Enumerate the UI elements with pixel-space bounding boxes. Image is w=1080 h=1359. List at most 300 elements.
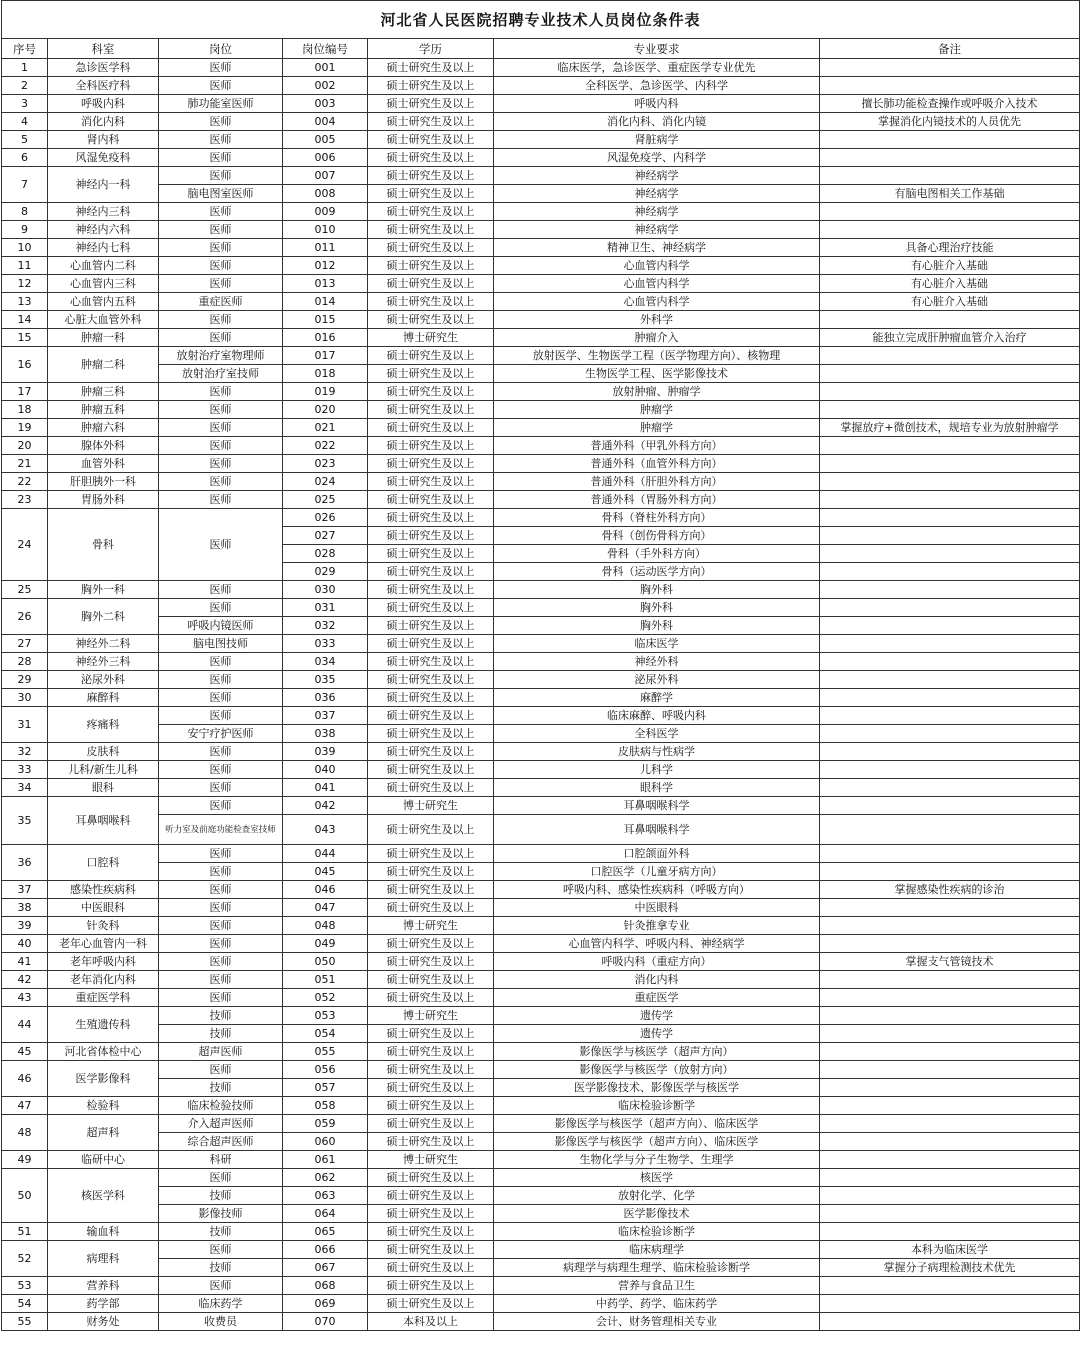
department-name: 胸外一科: [48, 581, 159, 599]
major-requirement: 影像医学与核医学（放射方向）: [494, 1061, 820, 1079]
position-name: 介入超声医师: [159, 1115, 283, 1133]
notes: [820, 401, 1080, 419]
header-education: 学历: [368, 39, 494, 59]
row-index: 7: [2, 167, 48, 203]
department-name: 输血科: [48, 1223, 159, 1241]
table-row: [2, 581, 1080, 599]
position-name: 脑电图技师: [159, 635, 283, 653]
education-requirement: 硕士研究生及以上: [368, 1205, 494, 1223]
row-index: 29: [2, 671, 48, 689]
table-row: [2, 881, 1080, 899]
major-requirement: 中药学、药学、临床药学: [494, 1295, 820, 1313]
major-requirement: 精神卫生、神经病学: [494, 239, 820, 257]
notes: [820, 509, 1080, 527]
position-code: 047: [283, 899, 368, 917]
position-name: 医师: [159, 1277, 283, 1295]
department-name: 骨科: [48, 509, 159, 581]
notes: [820, 845, 1080, 863]
major-requirement: 麻醉学: [494, 689, 820, 707]
table-row: [2, 599, 1080, 617]
position-name: 医师: [159, 761, 283, 779]
position-code: 068: [283, 1277, 368, 1295]
major-requirement: 放射化学、化学: [494, 1187, 820, 1205]
education-requirement: 硕士研究生及以上: [368, 149, 494, 167]
table-row: [2, 815, 1080, 845]
table-row: [2, 221, 1080, 239]
row-index: 19: [2, 419, 48, 437]
position-name: 脑电图室医师: [159, 185, 283, 203]
education-requirement: 硕士研究生及以上: [368, 1133, 494, 1151]
table-row: [2, 653, 1080, 671]
major-requirement: 外科学: [494, 311, 820, 329]
table-row: [2, 1079, 1080, 1097]
department-name: 重症医学科: [48, 989, 159, 1007]
major-requirement: 临床麻醉、呼吸内科: [494, 707, 820, 725]
table-row: [2, 95, 1080, 113]
position-name: 医师: [159, 581, 283, 599]
position-code: 037: [283, 707, 368, 725]
notes: [820, 671, 1080, 689]
major-requirement: 口腔医学（儿童牙病方向）: [494, 863, 820, 881]
major-requirement: 呼吸内科、感染性疾病科（呼吸方向）: [494, 881, 820, 899]
row-index: 33: [2, 761, 48, 779]
table-row: [2, 473, 1080, 491]
education-requirement: 硕士研究生及以上: [368, 953, 494, 971]
education-requirement: 硕士研究生及以上: [368, 935, 494, 953]
major-requirement: 心血管内科学: [494, 257, 820, 275]
position-code: 016: [283, 329, 368, 347]
row-index: 16: [2, 347, 48, 383]
position-code: 029: [283, 563, 368, 581]
notes: [820, 221, 1080, 239]
table-row: [2, 131, 1080, 149]
notes: [820, 1061, 1080, 1079]
position-code: 014: [283, 293, 368, 311]
major-requirement: 心血管内科学: [494, 293, 820, 311]
major-requirement: 影像医学与核医学（超声方向）、临床医学: [494, 1115, 820, 1133]
education-requirement: 硕士研究生及以上: [368, 1115, 494, 1133]
table-row: [2, 725, 1080, 743]
department-name: 临研中心: [48, 1151, 159, 1169]
notes: [820, 1007, 1080, 1025]
notes: [820, 1313, 1080, 1331]
position-code: 032: [283, 617, 368, 635]
position-code: 012: [283, 257, 368, 275]
notes: [820, 1223, 1080, 1241]
row-index: 3: [2, 95, 48, 113]
major-requirement: 全科医学、急诊医学、内科学: [494, 77, 820, 95]
position-code: 001: [283, 59, 368, 77]
education-requirement: 硕士研究生及以上: [368, 1187, 494, 1205]
row-index: 18: [2, 401, 48, 419]
table-row: [2, 149, 1080, 167]
position-code: 061: [283, 1151, 368, 1169]
major-requirement: 遗传学: [494, 1025, 820, 1043]
major-requirement: 生物化学与分子生物学、生理学: [494, 1151, 820, 1169]
major-requirement: 核医学: [494, 1169, 820, 1187]
table-row: [2, 989, 1080, 1007]
notes: [820, 761, 1080, 779]
department-name: 中医眼科: [48, 899, 159, 917]
position-name: 放射治疗室技师: [159, 365, 283, 383]
education-requirement: 硕士研究生及以上: [368, 239, 494, 257]
position-name: 医师: [159, 239, 283, 257]
row-index: 13: [2, 293, 48, 311]
row-index: 37: [2, 881, 48, 899]
notes: [820, 899, 1080, 917]
position-code: 046: [283, 881, 368, 899]
education-requirement: 硕士研究生及以上: [368, 131, 494, 149]
department-name: 心脏大血管外科: [48, 311, 159, 329]
notes: [820, 545, 1080, 563]
position-name: 医师: [159, 401, 283, 419]
table-row: [2, 635, 1080, 653]
position-code: 058: [283, 1097, 368, 1115]
position-name: 综合超声医师: [159, 1133, 283, 1151]
row-index: 41: [2, 953, 48, 971]
row-index: 27: [2, 635, 48, 653]
major-requirement: 胸外科: [494, 581, 820, 599]
major-requirement: 医学影像技术: [494, 1205, 820, 1223]
major-requirement: 骨科（创伤骨科方向）: [494, 527, 820, 545]
row-index: 17: [2, 383, 48, 401]
notes: 有脑电图相关工作基础: [820, 185, 1080, 203]
row-index: 10: [2, 239, 48, 257]
position-name: 技师: [159, 1079, 283, 1097]
row-index: 54: [2, 1295, 48, 1313]
department-name: 针灸科: [48, 917, 159, 935]
education-requirement: 硕士研究生及以上: [368, 1223, 494, 1241]
department-name: 口腔科: [48, 845, 159, 881]
position-name: 医师: [159, 203, 283, 221]
major-requirement: 放射肿瘤、肿瘤学: [494, 383, 820, 401]
row-index: 46: [2, 1061, 48, 1097]
position-name: 医师: [159, 491, 283, 509]
table-row: [2, 455, 1080, 473]
position-code: 002: [283, 77, 368, 95]
major-requirement: 中医眼科: [494, 899, 820, 917]
department-name: 肾内科: [48, 131, 159, 149]
position-name: 医师: [159, 971, 283, 989]
row-index: 34: [2, 779, 48, 797]
major-requirement: 胸外科: [494, 617, 820, 635]
department-name: 胸外二科: [48, 599, 159, 635]
table-row: [2, 1097, 1080, 1115]
position-name: 医师: [159, 845, 283, 863]
row-index: 31: [2, 707, 48, 743]
position-name: 技师: [159, 1259, 283, 1277]
department-name: 消化内科: [48, 113, 159, 131]
position-name: 医师: [159, 797, 283, 815]
table-row: [2, 185, 1080, 203]
table-row: [2, 311, 1080, 329]
position-code: 043: [283, 815, 368, 845]
education-requirement: 硕士研究生及以上: [368, 779, 494, 797]
position-code: 070: [283, 1313, 368, 1331]
position-name: 医师: [159, 863, 283, 881]
department-name: 心血管内五科: [48, 293, 159, 311]
position-name: 医师: [159, 437, 283, 455]
notes: [820, 725, 1080, 743]
table-row: [2, 953, 1080, 971]
table-row: [2, 1115, 1080, 1133]
position-code: 013: [283, 275, 368, 293]
major-requirement: 普通外科（胃肠外科方向）: [494, 491, 820, 509]
row-index: 14: [2, 311, 48, 329]
education-requirement: 硕士研究生及以上: [368, 707, 494, 725]
position-code: 040: [283, 761, 368, 779]
position-name: 医师: [159, 131, 283, 149]
education-requirement: 硕士研究生及以上: [368, 275, 494, 293]
major-requirement: 生物医学工程、医学影像技术: [494, 365, 820, 383]
education-requirement: 博士研究生: [368, 329, 494, 347]
notes: 本科为临床医学: [820, 1241, 1080, 1259]
education-requirement: 硕士研究生及以上: [368, 1241, 494, 1259]
position-code: 052: [283, 989, 368, 1007]
position-code: 009: [283, 203, 368, 221]
notes: [820, 473, 1080, 491]
position-code: 007: [283, 167, 368, 185]
position-code: 054: [283, 1025, 368, 1043]
header-notes: 备注: [820, 39, 1080, 59]
notes: [820, 689, 1080, 707]
notes: [820, 1151, 1080, 1169]
table-row: [2, 1133, 1080, 1151]
department-name: 感染性疾病科: [48, 881, 159, 899]
position-code: 020: [283, 401, 368, 419]
row-index: 39: [2, 917, 48, 935]
education-requirement: 硕士研究生及以上: [368, 581, 494, 599]
major-requirement: 影像医学与核医学（超声方向）、临床医学: [494, 1133, 820, 1151]
position-code: 041: [283, 779, 368, 797]
position-name: 临床检验技师: [159, 1097, 283, 1115]
table-row: [2, 275, 1080, 293]
major-requirement: 消化内科: [494, 971, 820, 989]
position-name: 医师: [159, 473, 283, 491]
major-requirement: 临床检验诊断学: [494, 1097, 820, 1115]
education-requirement: 硕士研究生及以上: [368, 1277, 494, 1295]
table-row: [2, 845, 1080, 863]
major-requirement: 遗传学: [494, 1007, 820, 1025]
table-row: [2, 203, 1080, 221]
row-index: 28: [2, 653, 48, 671]
position-name: 医师: [159, 935, 283, 953]
row-index: 9: [2, 221, 48, 239]
position-name: 医师: [159, 689, 283, 707]
education-requirement: 硕士研究生及以上: [368, 899, 494, 917]
department-name: 胃肠外科: [48, 491, 159, 509]
major-requirement: 肾脏病学: [494, 131, 820, 149]
major-requirement: 儿科学: [494, 761, 820, 779]
table-row: [2, 1061, 1080, 1079]
table-row: [2, 1295, 1080, 1313]
row-index: 53: [2, 1277, 48, 1295]
position-name: 医师: [159, 329, 283, 347]
department-name: 财务处: [48, 1313, 159, 1331]
table-row: [2, 1205, 1080, 1223]
position-code: 010: [283, 221, 368, 239]
position-code: 022: [283, 437, 368, 455]
notes: [820, 1025, 1080, 1043]
notes: [820, 1277, 1080, 1295]
department-name: 神经内一科: [48, 167, 159, 203]
position-name: 听力室及前庭功能检查室技师: [159, 815, 283, 845]
position-name: 放射治疗室物理师: [159, 347, 283, 365]
table-row: [2, 1313, 1080, 1331]
position-name: 技师: [159, 1007, 283, 1025]
position-name: 医师: [159, 671, 283, 689]
position-code: 038: [283, 725, 368, 743]
position-name: 超声医师: [159, 1043, 283, 1061]
row-index: 32: [2, 743, 48, 761]
major-requirement: 临床医学，急诊医学、重症医学专业优先: [494, 59, 820, 77]
row-index: 52: [2, 1241, 48, 1277]
education-requirement: 博士研究生: [368, 797, 494, 815]
table-row: [2, 689, 1080, 707]
position-code: 067: [283, 1259, 368, 1277]
notes: [820, 797, 1080, 815]
notes: [820, 1097, 1080, 1115]
position-name: 医师: [159, 953, 283, 971]
position-name: 呼吸内镜医师: [159, 617, 283, 635]
position-code: 021: [283, 419, 368, 437]
position-name: 影像技师: [159, 1205, 283, 1223]
position-name: 医师: [159, 989, 283, 1007]
major-requirement: 会计、财务管理相关专业: [494, 1313, 820, 1331]
position-code: 003: [283, 95, 368, 113]
major-requirement: 呼吸内科: [494, 95, 820, 113]
department-name: 全科医疗科: [48, 77, 159, 95]
row-index: 38: [2, 899, 48, 917]
position-code: 026: [283, 509, 368, 527]
education-requirement: 硕士研究生及以上: [368, 293, 494, 311]
department-name: 药学部: [48, 1295, 159, 1313]
table-row: [2, 365, 1080, 383]
education-requirement: 硕士研究生及以上: [368, 419, 494, 437]
position-code: 055: [283, 1043, 368, 1061]
education-requirement: 硕士研究生及以上: [368, 95, 494, 113]
department-name: 老年消化内科: [48, 971, 159, 989]
notes: 掌握支气管镜技术: [820, 953, 1080, 971]
position-name: 安宁疗护医师: [159, 725, 283, 743]
position-name: 医师: [159, 743, 283, 761]
position-name: 医师: [159, 383, 283, 401]
position-name: 临床药学: [159, 1295, 283, 1313]
notes: 有心脏介入基础: [820, 275, 1080, 293]
major-requirement: 影像医学与核医学（超声方向）: [494, 1043, 820, 1061]
department-name: 心血管内三科: [48, 275, 159, 293]
position-name: 医师: [159, 59, 283, 77]
major-requirement: 全科医学: [494, 725, 820, 743]
education-requirement: 硕士研究生及以上: [368, 167, 494, 185]
education-requirement: 硕士研究生及以上: [368, 491, 494, 509]
major-requirement: 神经病学: [494, 185, 820, 203]
table-row: [2, 779, 1080, 797]
position-code: 044: [283, 845, 368, 863]
education-requirement: 硕士研究生及以上: [368, 311, 494, 329]
notes: [820, 383, 1080, 401]
position-code: 018: [283, 365, 368, 383]
table-body: [2, 59, 1080, 1331]
notes: [820, 437, 1080, 455]
position-name: 医师: [159, 1241, 283, 1259]
position-code: 050: [283, 953, 368, 971]
education-requirement: 硕士研究生及以上: [368, 971, 494, 989]
row-index: 6: [2, 149, 48, 167]
major-requirement: 神经病学: [494, 203, 820, 221]
position-code: 051: [283, 971, 368, 989]
row-index: 44: [2, 1007, 48, 1043]
table-row: [2, 899, 1080, 917]
table-row: [2, 761, 1080, 779]
table-row: [2, 509, 1080, 527]
department-name: 肿瘤二科: [48, 347, 159, 383]
position-name: 医师: [159, 881, 283, 899]
position-code: 039: [283, 743, 368, 761]
row-index: 49: [2, 1151, 48, 1169]
department-name: 营养科: [48, 1277, 159, 1295]
position-code: 015: [283, 311, 368, 329]
table-row: [2, 437, 1080, 455]
major-requirement: 心血管内科学、呼吸内科、神经病学: [494, 935, 820, 953]
position-code: 030: [283, 581, 368, 599]
notes: [820, 203, 1080, 221]
department-name: 神经外三科: [48, 653, 159, 671]
position-name: 医师: [159, 707, 283, 725]
row-index: 50: [2, 1169, 48, 1223]
major-requirement: 呼吸内科（重症方向）: [494, 953, 820, 971]
education-requirement: 博士研究生: [368, 917, 494, 935]
position-code: 034: [283, 653, 368, 671]
major-requirement: 耳鼻咽喉科学: [494, 797, 820, 815]
position-name: 技师: [159, 1025, 283, 1043]
table-row: [2, 707, 1080, 725]
education-requirement: 硕士研究生及以上: [368, 725, 494, 743]
department-name: 急诊医学科: [48, 59, 159, 77]
department-name: 皮肤科: [48, 743, 159, 761]
position-name: 医师: [159, 917, 283, 935]
major-requirement: 肿瘤学: [494, 401, 820, 419]
table-row: [2, 1223, 1080, 1241]
department-name: 老年呼吸内科: [48, 953, 159, 971]
table-row: [2, 1277, 1080, 1295]
notes: [820, 599, 1080, 617]
major-requirement: 神经病学: [494, 167, 820, 185]
education-requirement: 硕士研究生及以上: [368, 1079, 494, 1097]
major-requirement: 口腔颌面外科: [494, 845, 820, 863]
notes: [820, 1115, 1080, 1133]
notes: [820, 149, 1080, 167]
major-requirement: 针灸推拿专业: [494, 917, 820, 935]
position-code: 048: [283, 917, 368, 935]
major-requirement: 皮肤病与性病学: [494, 743, 820, 761]
education-requirement: 硕士研究生及以上: [368, 1025, 494, 1043]
education-requirement: 硕士研究生及以上: [368, 527, 494, 545]
position-code: 053: [283, 1007, 368, 1025]
notes: [820, 743, 1080, 761]
education-requirement: 硕士研究生及以上: [368, 863, 494, 881]
position-code: 031: [283, 599, 368, 617]
education-requirement: 硕士研究生及以上: [368, 545, 494, 563]
education-requirement: 博士研究生: [368, 1151, 494, 1169]
header-row: [2, 39, 1080, 59]
row-index: 20: [2, 437, 48, 455]
table-row: [2, 383, 1080, 401]
row-index: 24: [2, 509, 48, 581]
header-department: 科室: [48, 39, 159, 59]
table-row: [2, 617, 1080, 635]
education-requirement: 博士研究生: [368, 1007, 494, 1025]
